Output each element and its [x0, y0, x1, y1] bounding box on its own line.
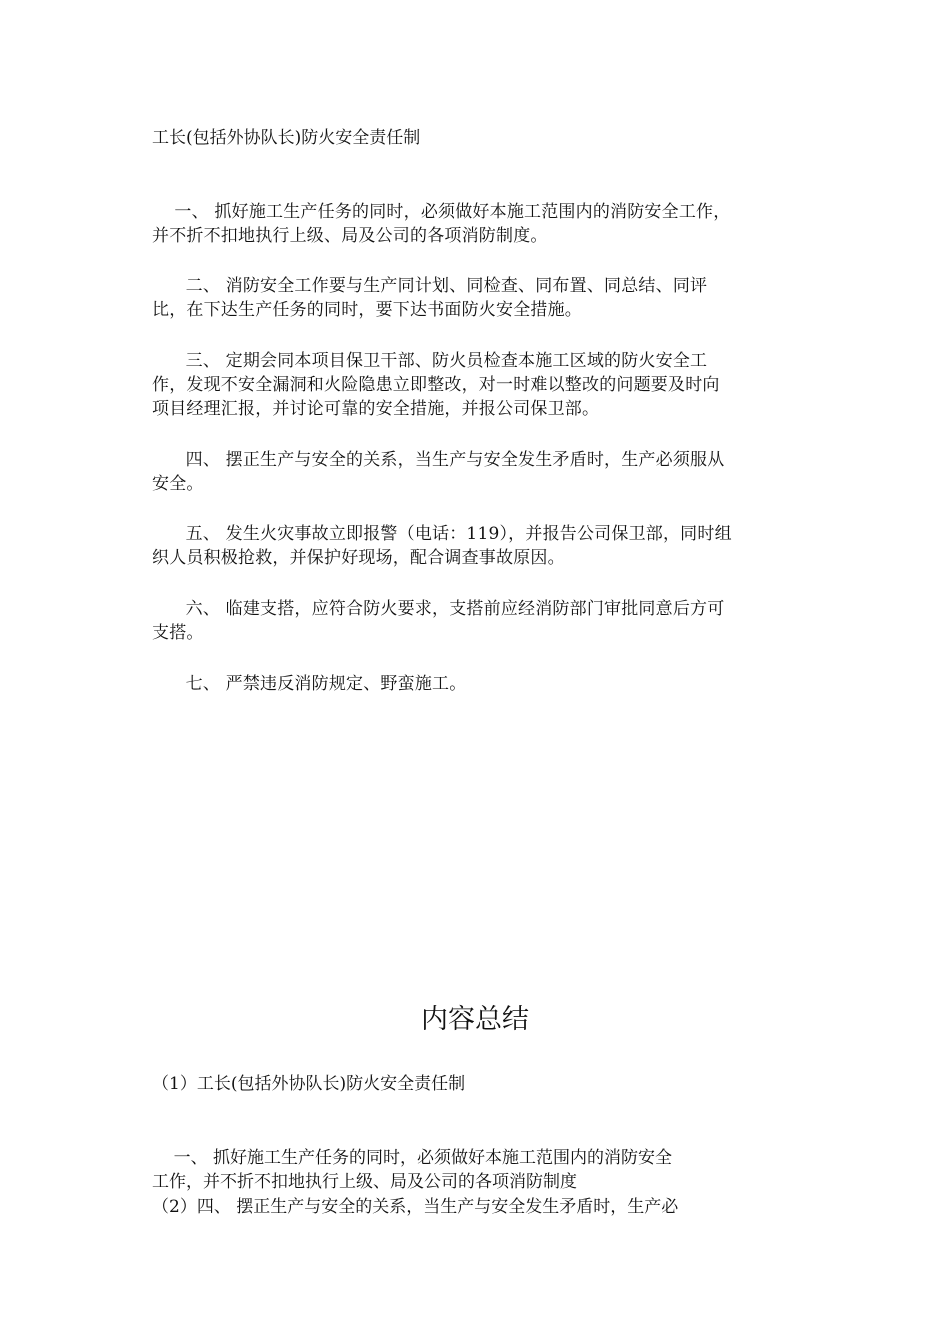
clause-1 — [152, 200, 802, 248]
clause-line: 项目经理汇报，并讨论可靠的安全措施，并报公司保卫部。 — [152, 399, 600, 419]
clause-line: 二、 消防安全工作要与生产同计划、同检查、同布置、同总结、同评 — [152, 276, 708, 296]
document-title: 工长(包括外协队长)防火安全责任制 — [152, 128, 421, 148]
clause-3 — [152, 349, 802, 421]
clause-line: 比，在下达生产任务的同时，要下达书面防火安全措施。 — [152, 300, 582, 320]
clause-2 — [152, 274, 802, 322]
summary-line: 一、 抓好施工生产任务的同时，必须做好本施工范围内的消防安全 — [152, 1148, 673, 1168]
clause-5 — [152, 522, 802, 570]
clause-line: 七、 严禁违反消防规定、野蛮施工。 — [152, 674, 467, 694]
summary-line: （2）四、 摆正生产与安全的关系，当生产与安全发生矛盾时，生产必 — [152, 1197, 679, 1217]
summary-heading: 内容总结 — [421, 1004, 529, 1035]
clause-4 — [152, 448, 802, 496]
summary-line: 工作，并不折不扣地执行上级、局及公司的各项消防制度 — [152, 1172, 577, 1192]
clause-line: 作，发现不安全漏洞和火险隐患立即整改，对一时难以整改的问题要及时向 — [152, 375, 720, 395]
clause-line: 并不折不扣地执行上级、局及公司的各项消防制度。 — [152, 226, 548, 246]
clause-line: 支搭。 — [152, 623, 204, 643]
clause-line: 安全。 — [152, 474, 204, 494]
clause-6 — [152, 597, 802, 645]
clause-line: 三、 定期会同本项目保卫干部、防火员检查本施工区域的防火安全工 — [152, 351, 708, 371]
clause-line: 六、 临建支搭，应符合防火要求，支搭前应经消防部门审批同意后方可 — [152, 599, 725, 619]
clause-line: 四、 摆正生产与安全的关系，当生产与安全发生矛盾时，生产必须服从 — [152, 450, 725, 470]
summary-line: （1）工长(包括外协队长)防火安全责任制 — [152, 1074, 466, 1094]
clause-7 — [152, 672, 802, 696]
clause-line: 一、 抓好施工生产任务的同时，必须做好本施工范围内的消防安全工作， — [152, 202, 731, 222]
clause-line: 五、 发生火灾事故立即报警（电话：119），并报告公司保卫部，同时组 — [152, 524, 732, 544]
clause-line: 织人员积极抢救，并保护好现场，配合调查事故原因。 — [152, 548, 565, 568]
